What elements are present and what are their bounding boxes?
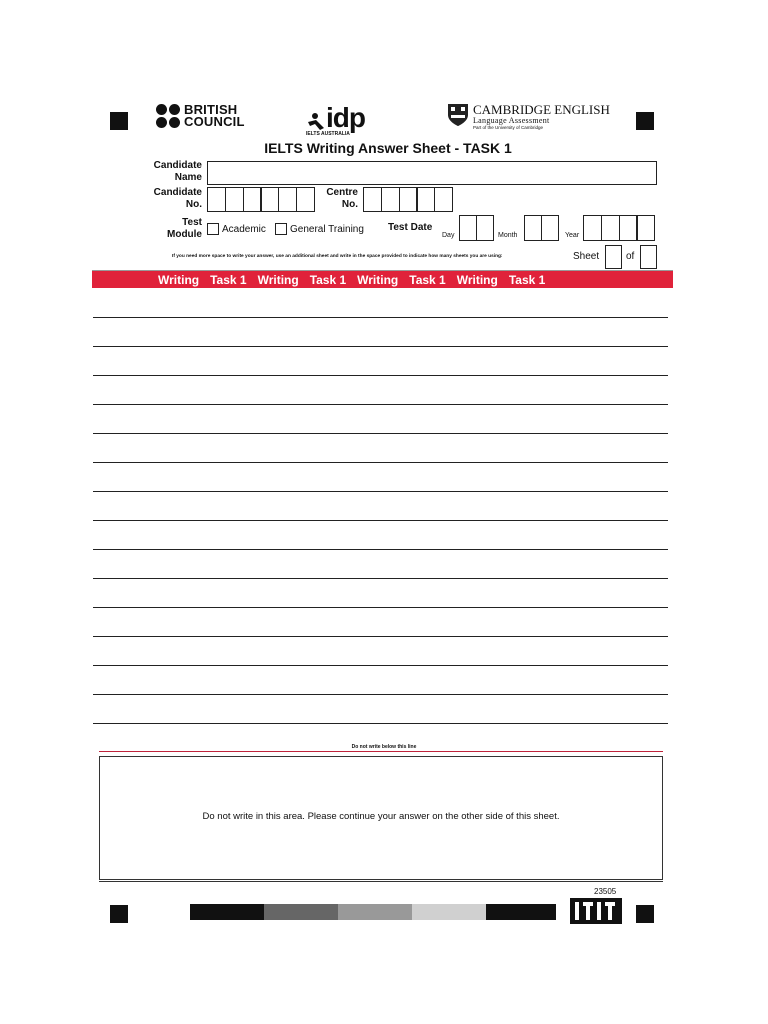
registration-mark xyxy=(110,905,128,923)
test-module-label-line1: Test xyxy=(182,217,202,228)
registration-mark xyxy=(636,905,654,923)
cambridge-shield-icon xyxy=(447,103,469,127)
writing-line[interactable] xyxy=(93,317,668,318)
idp-wordmark: idp xyxy=(326,102,365,133)
banner-text: Writing xyxy=(456,272,498,287)
writing-line[interactable] xyxy=(93,520,668,521)
sheet-label: Sheet xyxy=(573,251,600,262)
banner-text: Task 1 xyxy=(409,272,446,287)
candidate-no-label-line2: No. xyxy=(185,199,202,210)
sheet-number-field[interactable] xyxy=(605,245,622,269)
of-label: of xyxy=(626,251,635,262)
candidate-name-label-line2: Name xyxy=(174,172,202,183)
cambridge-logo xyxy=(447,103,610,131)
no-write-area-text: Do not write in this area. Please continue your answer on the other side of this sheet. xyxy=(202,811,560,822)
sheet-total-field[interactable] xyxy=(640,245,657,269)
idp-logo xyxy=(306,102,365,137)
british-council-dots-icon xyxy=(156,104,180,128)
extra-sheet-note: If you need more space to write your answer, use an additional sheet and write in the space provided to indicate how many sheets you are using: xyxy=(172,254,503,259)
year-field[interactable] xyxy=(583,215,654,241)
test-date-label: Test Date xyxy=(388,222,433,233)
british-council-logo xyxy=(156,104,245,128)
banner-text: Writing xyxy=(158,272,200,287)
cambridge-subtitle: Language Assessment xyxy=(473,116,550,125)
month-label: Month xyxy=(498,232,518,239)
calibration-block xyxy=(412,904,486,920)
bottom-rule xyxy=(99,881,663,882)
calibration-block xyxy=(190,904,264,920)
banner-text: Writing xyxy=(357,272,399,287)
writing-line[interactable] xyxy=(93,491,668,492)
cambridge-title: CAMBRIDGE ENGLISH xyxy=(473,102,610,117)
candidate-name-field[interactable] xyxy=(207,161,657,185)
calibration-block xyxy=(264,904,338,920)
test-module-label xyxy=(146,217,202,241)
writing-line[interactable] xyxy=(93,462,668,463)
writing-line[interactable] xyxy=(93,375,668,376)
writing-line[interactable] xyxy=(93,723,668,724)
idp-subtitle: IELTS AUSTRALIA xyxy=(306,131,350,137)
registration-mark xyxy=(110,112,128,130)
centre-no-label xyxy=(316,187,358,211)
candidate-no-label-line1: Candidate xyxy=(153,187,202,198)
writing-task-banner xyxy=(92,271,673,288)
day-label: Day xyxy=(442,232,455,239)
british-council-line2: COUNCIL xyxy=(184,114,245,129)
banner-text: Task 1 xyxy=(210,272,247,287)
writing-line[interactable] xyxy=(93,578,668,579)
calibration-block xyxy=(486,904,556,920)
british-council-line1: BRITISH xyxy=(184,102,238,117)
writing-line[interactable] xyxy=(93,636,668,637)
writing-line[interactable] xyxy=(93,665,668,666)
general-training-checkbox[interactable] xyxy=(275,223,287,235)
banner-text: Task 1 xyxy=(508,272,546,287)
centre-no-label-line1: Centre xyxy=(326,187,358,198)
writing-line[interactable] xyxy=(93,607,668,608)
candidate-name-label-line1: Candidate xyxy=(153,160,202,171)
centre-no-field[interactable] xyxy=(363,187,452,212)
writing-line[interactable] xyxy=(93,433,668,434)
calibration-block xyxy=(338,904,412,920)
general-training-option[interactable] xyxy=(275,223,364,235)
writing-line[interactable] xyxy=(93,549,668,550)
centre-no-label-line2: No. xyxy=(341,199,358,210)
scanner-mark-icon xyxy=(570,898,622,924)
page-title: IELTS Writing Answer Sheet - TASK 1 xyxy=(264,140,512,156)
academic-label: Academic xyxy=(222,223,266,235)
cambridge-part: Part of the University of Cambridge xyxy=(473,125,544,130)
general-training-label: General Training xyxy=(290,223,364,235)
form-code: 23505 xyxy=(594,887,617,896)
writing-line[interactable] xyxy=(93,346,668,347)
writing-line[interactable] xyxy=(93,404,668,405)
banner-text: Task 1 xyxy=(309,272,347,287)
banner-text: Writing xyxy=(257,272,299,287)
test-module-label-line2: Module xyxy=(167,229,202,240)
year-label: Year xyxy=(565,232,580,239)
academic-checkbox[interactable] xyxy=(207,223,219,235)
month-field[interactable] xyxy=(524,215,558,241)
candidate-name-label xyxy=(146,160,202,184)
candidate-no-field[interactable] xyxy=(207,187,314,212)
do-not-write-line-label: Do not write below this line xyxy=(351,744,417,750)
cutoff-line xyxy=(99,751,663,752)
idp-figure-icon xyxy=(306,112,326,132)
registration-mark xyxy=(636,112,654,130)
writing-line[interactable] xyxy=(93,694,668,695)
day-field[interactable] xyxy=(459,215,493,241)
candidate-no-label xyxy=(146,187,202,211)
academic-option[interactable] xyxy=(207,223,266,235)
